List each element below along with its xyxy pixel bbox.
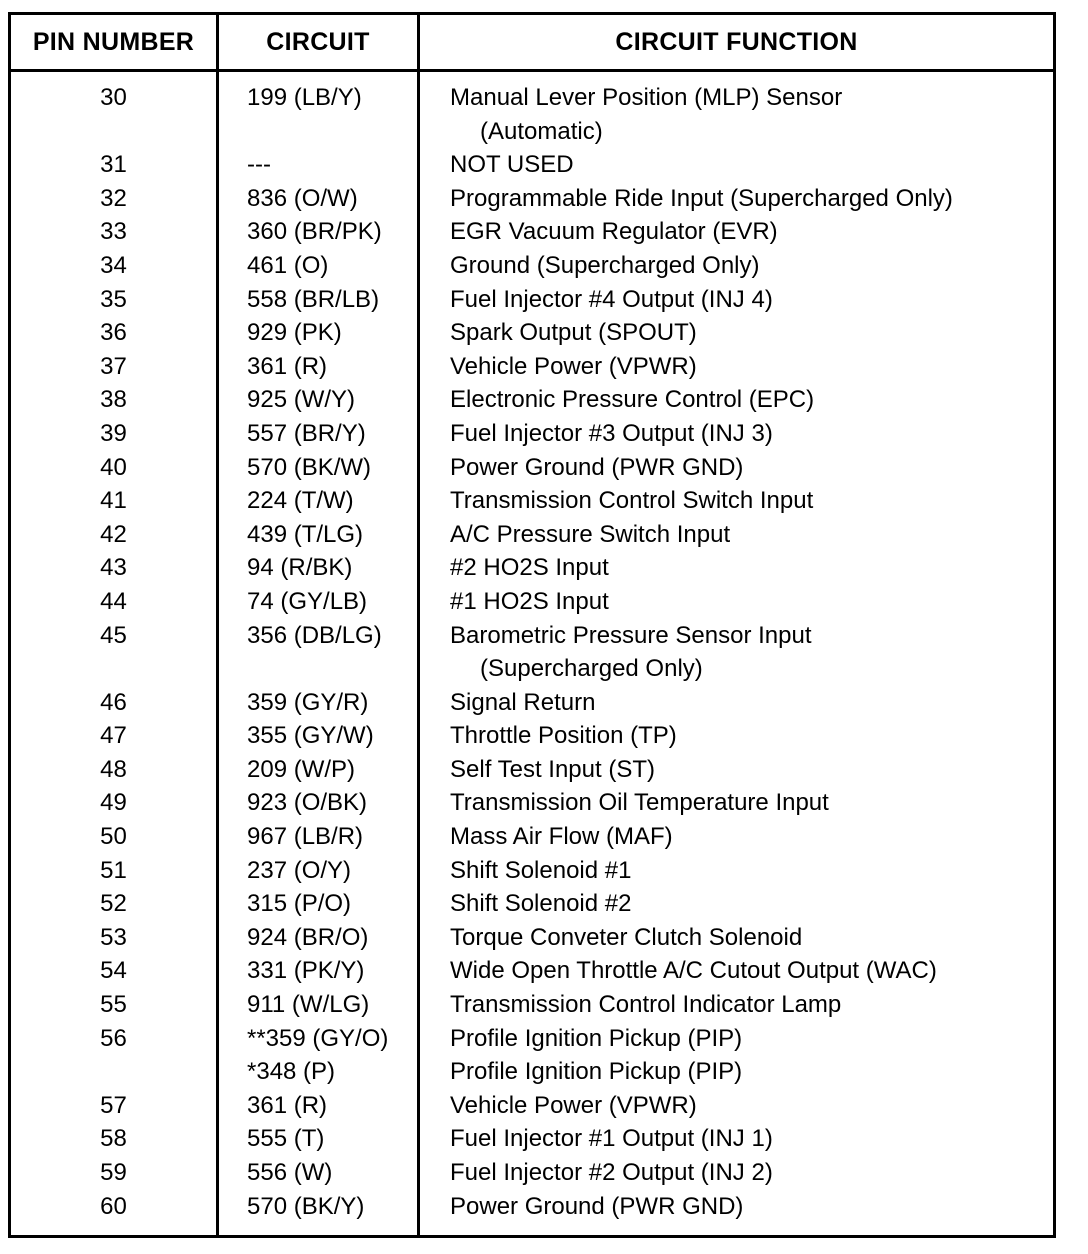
- circuit-function-cell: [420, 719, 1053, 753]
- circuit-cell: 967 (LB/R): [247, 823, 364, 851]
- circuit-function-cell: [420, 921, 1053, 955]
- pin-table: [8, 12, 1056, 1238]
- table-row: [11, 417, 1053, 451]
- circuit-function-cell: [420, 820, 1053, 854]
- table-row: [11, 484, 1053, 518]
- table-row: [11, 215, 1053, 249]
- circuit-function-cell: [420, 451, 1053, 485]
- circuit-function-text: Self Test Input (ST): [450, 755, 655, 783]
- circuit-function-cell: [420, 988, 1053, 1022]
- circuit-cell: 360 (BR/PK): [247, 218, 382, 246]
- circuit-cell: 555 (T): [247, 1125, 325, 1153]
- table-row: [11, 585, 1053, 619]
- table-row: [11, 518, 1053, 552]
- circuit-function-cell: [420, 619, 1053, 686]
- circuit-function-text: Barometric Pressure Sensor Input: [450, 621, 812, 649]
- circuit-cell: 356 (DB/LG): [247, 621, 382, 649]
- circuit-function-text: Fuel Injector #2 Output (INJ 2): [450, 1159, 773, 1186]
- circuit-function-cell: [420, 1122, 1053, 1156]
- circuit-function-text: Torque Conveter Clutch Solenoid: [450, 923, 803, 951]
- circuit-cell: 359 (GY/R): [247, 688, 369, 716]
- pin-number-cell: 33: [100, 218, 127, 246]
- circuit-function-cell: [420, 81, 1053, 148]
- circuit-cell: 331 (PK/Y): [247, 957, 365, 985]
- circuit-function-text: Vehicle Power (VPWR): [450, 1091, 697, 1119]
- circuit-function-text: A/C Pressure Switch Input: [450, 520, 731, 548]
- circuit-cell: 558 (BR/LB): [247, 285, 380, 313]
- table-row: [11, 1089, 1053, 1123]
- circuit-function-text: Wide Open Throttle A/C Cutout Output (WAC): [450, 957, 937, 985]
- circuit-function-text: Throttle Position (TP): [450, 722, 677, 750]
- pin-number-cell: 47: [100, 722, 127, 750]
- circuit-cell: *348 (P): [247, 1058, 336, 1086]
- circuit-function-cell: [420, 1089, 1053, 1123]
- circuit-function-cell: [420, 1156, 1053, 1190]
- pin-number-cell: 41: [100, 487, 127, 515]
- circuit-function-text: Fuel Injector #4 Output (INJ 4): [450, 285, 773, 313]
- pin-number-cell: 43: [100, 554, 127, 582]
- circuit-cell: 461 (O): [247, 251, 329, 279]
- circuit-function-text: Spark Output (SPOUT): [450, 319, 697, 347]
- circuit-function-text: Transmission Control Indicator Lamp: [450, 991, 842, 1019]
- circuit-function-cell: [420, 1055, 1053, 1089]
- circuit-cell: 924 (BR/O): [247, 923, 369, 951]
- circuit-function-cell: [420, 1022, 1053, 1056]
- table-row: [11, 1022, 1053, 1056]
- table-row: [11, 887, 1053, 921]
- circuit-cell: 570 (BK/Y): [247, 1192, 365, 1220]
- table-row: [11, 820, 1053, 854]
- pin-number-cell: 37: [100, 352, 127, 380]
- circuit-function-cell: [420, 786, 1053, 820]
- circuit-function-text: Power Ground (PWR GND): [450, 453, 744, 481]
- table-row: [11, 316, 1053, 350]
- table-row: [11, 686, 1053, 720]
- pin-number-cell: 40: [100, 453, 127, 481]
- circuit-function-cell: [420, 1190, 1053, 1224]
- circuit-cell: 199 (LB/Y): [247, 84, 362, 111]
- header-pin-number: PIN NUMBER: [32, 27, 195, 56]
- circuit-function-text: Fuel Injector #1 Output (INJ 1): [450, 1125, 773, 1153]
- table-row: [11, 619, 1053, 686]
- circuit-function-text: EGR Vacuum Regulator (EVR): [450, 218, 778, 246]
- pin-number-cell: 32: [100, 184, 127, 212]
- header-divider: [11, 69, 1053, 72]
- table-row: [11, 954, 1053, 988]
- circuit-function-cell: [420, 417, 1053, 451]
- circuit-function-text: Ground (Supercharged Only): [450, 251, 760, 279]
- pin-number-cell: 54: [100, 957, 127, 985]
- table-body: [11, 81, 1053, 1223]
- circuit-function-text: Shift Solenoid #2: [450, 890, 632, 918]
- pin-number-cell: 35: [100, 285, 127, 313]
- table-row: [11, 148, 1053, 182]
- circuit-cell: 911 (W/LG): [247, 991, 370, 1019]
- circuit-cell: 923 (O/BK): [247, 789, 368, 817]
- circuit-function-cell: [420, 686, 1053, 720]
- circuit-cell: 355 (GY/W): [247, 722, 374, 750]
- pin-number-cell: 30: [100, 84, 127, 111]
- table-row: [11, 786, 1053, 820]
- table-row: [11, 1156, 1053, 1190]
- circuit-function-cell: [420, 350, 1053, 384]
- pin-number-cell: 60: [100, 1192, 127, 1220]
- circuit-function-cell: [420, 148, 1053, 182]
- table-row: [11, 383, 1053, 417]
- circuit-function-continuation: (Supercharged Only): [480, 655, 703, 683]
- circuit-cell: 570 (BK/W): [247, 453, 372, 481]
- pin-number-cell: 58: [100, 1125, 127, 1153]
- pin-number-cell: 50: [100, 823, 127, 851]
- circuit-function-cell: [420, 954, 1053, 988]
- pin-number-cell: 42: [100, 520, 127, 548]
- table-row: [11, 988, 1053, 1022]
- table-row: [11, 551, 1053, 585]
- circuit-cell: 557 (BR/Y): [247, 419, 366, 447]
- circuit-cell: ---: [247, 151, 271, 179]
- circuit-function-text: Profile Ignition Pickup (PIP): [450, 1024, 743, 1052]
- circuit-function-text: Signal Return: [450, 688, 596, 716]
- table-row: [11, 1122, 1053, 1156]
- table-row: [11, 1055, 1053, 1089]
- circuit-function-text: Fuel Injector #3 Output (INJ 3): [450, 419, 773, 447]
- pin-number-cell: 45: [100, 621, 127, 649]
- circuit-function-text: Power Ground (PWR GND): [450, 1192, 744, 1220]
- circuit-cell: 74 (GY/LB): [247, 587, 368, 615]
- table-row: [11, 1190, 1053, 1224]
- table-row: [11, 451, 1053, 485]
- circuit-function-text: Transmission Control Switch Input: [450, 487, 814, 515]
- circuit-cell: **359 (GY/O): [247, 1024, 389, 1052]
- circuit-function-cell: [420, 887, 1053, 921]
- circuit-function-text: Profile Ignition Pickup (PIP): [450, 1058, 743, 1086]
- circuit-function-cell: [420, 753, 1053, 787]
- circuit-function-cell: [420, 585, 1053, 619]
- pin-number-cell: 34: [100, 251, 127, 279]
- pin-number-cell: 31: [100, 151, 127, 179]
- circuit-function-cell: [420, 518, 1053, 552]
- circuit-cell: 929 (PK): [247, 319, 342, 347]
- circuit-function-cell: [420, 215, 1053, 249]
- circuit-function-text: Electronic Pressure Control (EPC): [450, 386, 815, 414]
- table-row: [11, 81, 1053, 148]
- table-row: [11, 249, 1053, 283]
- circuit-function-cell: [420, 249, 1053, 283]
- table-row: [11, 350, 1053, 384]
- table-row: [11, 283, 1053, 317]
- circuit-function-cell: [420, 551, 1053, 585]
- circuit-cell: 361 (R): [247, 1091, 328, 1119]
- pin-number-cell: 56: [100, 1024, 127, 1052]
- circuit-cell: 361 (R): [247, 352, 328, 380]
- pin-number-cell: 57: [100, 1091, 127, 1119]
- circuit-function-text: Shift Solenoid #1: [450, 856, 632, 884]
- pin-number-cell: 55: [100, 991, 127, 1019]
- table-row: [11, 854, 1053, 888]
- circuit-cell: 836 (O/W): [247, 184, 358, 212]
- pin-number-cell: 52: [100, 890, 127, 918]
- pin-number-cell: 51: [100, 856, 127, 884]
- table-row: [11, 753, 1053, 787]
- circuit-cell: 439 (T/LG): [247, 520, 364, 548]
- pin-number-cell: 44: [100, 587, 127, 615]
- header-circuit: CIRCUIT: [266, 27, 370, 56]
- circuit-cell: 315 (P/O): [247, 890, 352, 918]
- circuit-function-cell: [420, 854, 1053, 888]
- circuit-cell: 925 (W/Y): [247, 386, 356, 414]
- pin-number-cell: 39: [100, 419, 127, 447]
- table-row: [11, 182, 1053, 216]
- circuit-cell: 94 (R/BK): [247, 554, 353, 582]
- circuit-cell: 224 (T/W): [247, 487, 354, 515]
- circuit-function-cell: [420, 182, 1053, 216]
- circuit-cell: 556 (W): [247, 1159, 333, 1186]
- circuit-function-text: #2 HO2S Input: [450, 554, 609, 582]
- circuit-function-continuation: (Automatic): [480, 117, 603, 145]
- pin-number-cell: 59: [100, 1159, 127, 1186]
- header-circuit-function: CIRCUIT FUNCTION: [615, 27, 858, 56]
- pin-number-cell: 46: [100, 688, 127, 716]
- circuit-function-text: Vehicle Power (VPWR): [450, 352, 697, 380]
- circuit-cell: 209 (W/P): [247, 755, 356, 783]
- table-row: [11, 719, 1053, 753]
- circuit-function-cell: [420, 283, 1053, 317]
- pin-number-cell: 48: [100, 755, 127, 783]
- table-row: [11, 921, 1053, 955]
- circuit-function-text: NOT USED: [450, 151, 574, 179]
- circuit-function-text: #1 HO2S Input: [450, 587, 609, 615]
- circuit-function-cell: [420, 316, 1053, 350]
- circuit-function-cell: [420, 484, 1053, 518]
- circuit-function-cell: [420, 383, 1053, 417]
- circuit-function-text: Transmission Oil Temperature Input: [450, 789, 829, 817]
- circuit-cell: 237 (O/Y): [247, 856, 352, 884]
- pin-number-cell: 36: [100, 319, 127, 347]
- pin-number-cell: 53: [100, 923, 127, 951]
- pin-number-cell: 49: [100, 789, 127, 817]
- pin-number-cell: 38: [100, 386, 127, 414]
- circuit-function-text: Programmable Ride Input (Supercharged Only): [450, 184, 953, 212]
- circuit-function-text: Mass Air Flow (MAF): [450, 823, 673, 851]
- circuit-function-text: Manual Lever Position (MLP) Sensor: [450, 84, 843, 111]
